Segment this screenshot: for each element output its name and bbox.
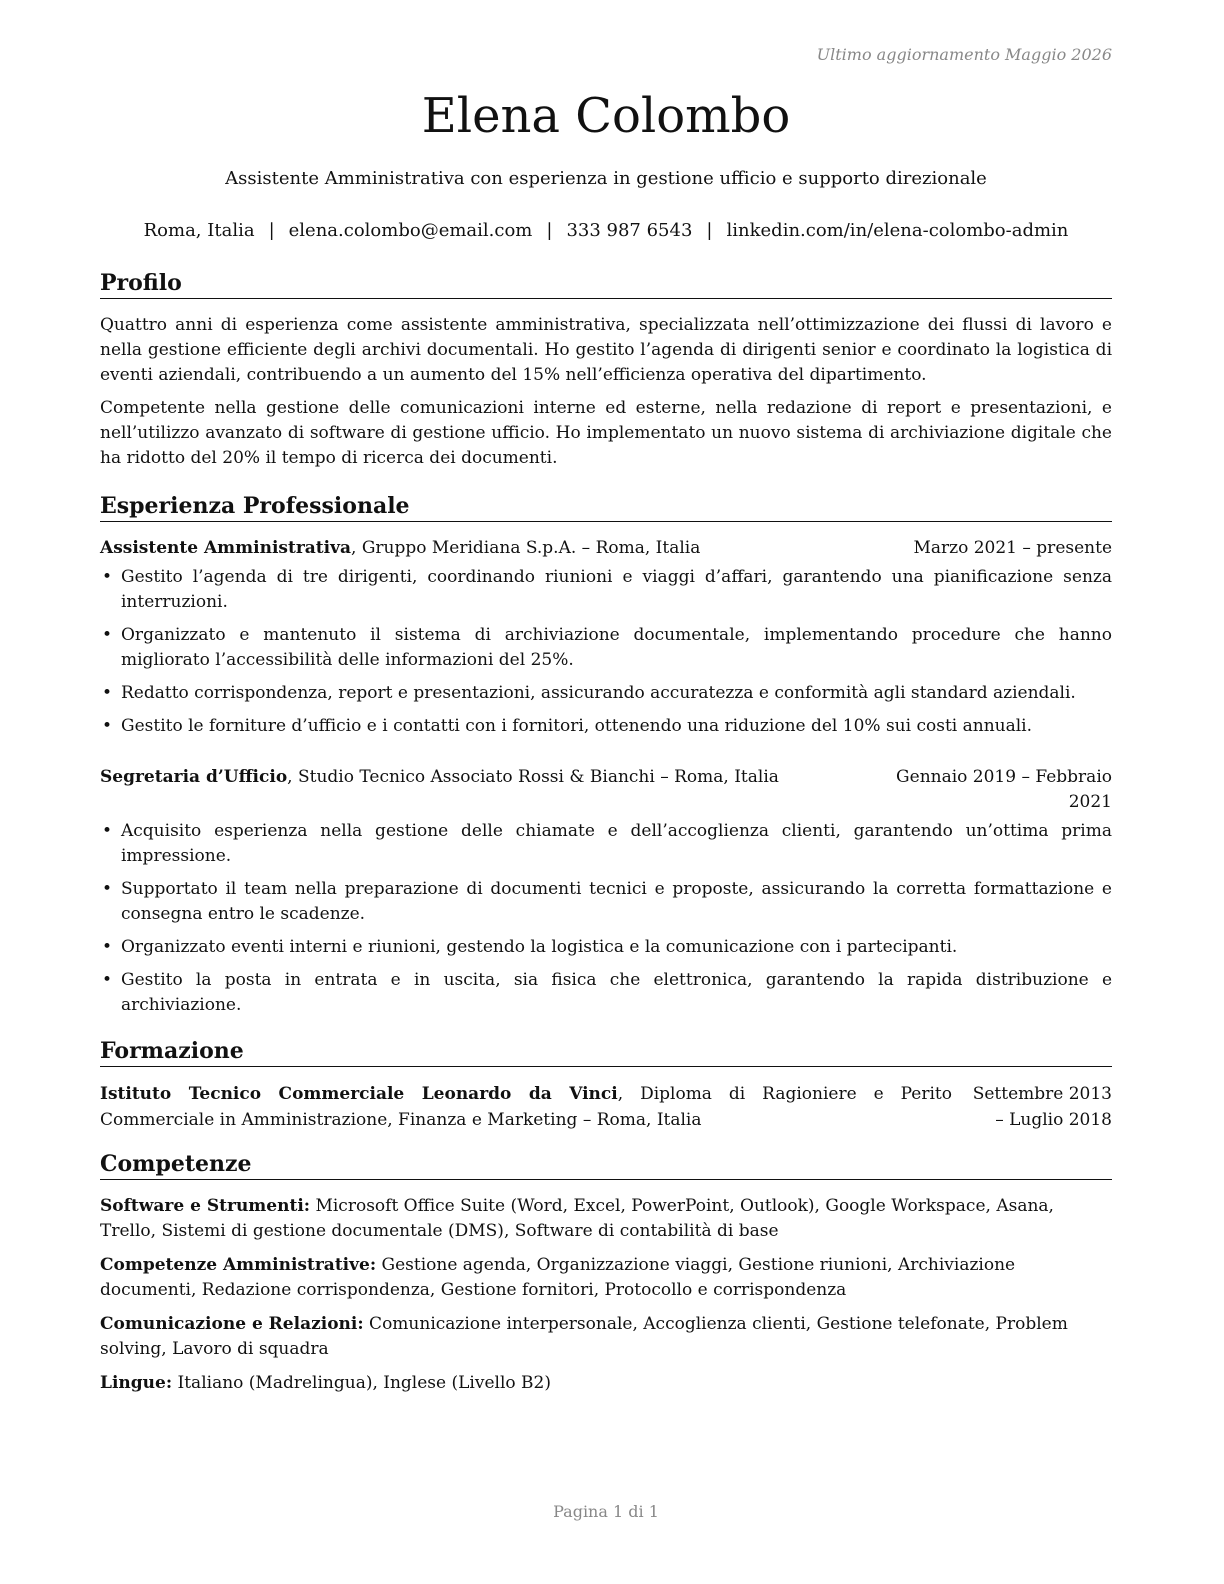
section-title: Esperienza Professionale xyxy=(100,493,1112,522)
section-title: Profilo xyxy=(100,270,1112,299)
skill-text: Italiano (Madrelingua), Inglese (Livello B2) xyxy=(172,1373,551,1393)
section-experience xyxy=(100,493,1112,1018)
list-item: • Organizzato e mantenuto il sistema di archiviazione documentale, implementando procedure che hanno migliorato l’accessibilità delle informazioni del 25%. xyxy=(100,623,1112,673)
list-item: • Gestito le forniture d’ufficio e i contatti con i fornitori, ottenendo una riduzione del 10% sui costi annuali. xyxy=(100,714,1112,739)
list-item: • Gestito l’agenda di tre dirigenti, coordinando riunioni e viaggi d’affari, garantendo una pianificazione senza interruzioni. xyxy=(100,565,1112,615)
list-item: • Redatto corrispondenza, report e presentazioni, assicurando accuratezza e conformità agli standard aziendali. xyxy=(100,681,1112,706)
contact-separator: | xyxy=(706,220,713,241)
profile-paragraph: Competente nella gestione delle comunicazioni interne ed esterne, nella redazione di report e presentazioni, e nell’utilizzo avanzato di software di gestione ufficio. Ho implementato un nuovo sistema di archiviazione digitale che ha ridotto del 20% il tempo di ricerca dei documenti. xyxy=(100,398,1112,468)
job-role: Assistente Amministrativa xyxy=(100,538,352,558)
list-item: • Supportato il team nella preparazione di documenti tecnici e proposte, assicurando la corretta formattazione e consegna entro le scadenze. xyxy=(100,877,1112,927)
skill-text: Gestione agenda, Organizzazione viaggi, Gestione riunioni, Archiviazione documenti, Redazione corrispondenza, Gestione fornitori, Protocollo e corrispondenza xyxy=(100,1255,1016,1300)
resume-page xyxy=(100,0,1112,1584)
list-item: • Organizzato eventi interni e riunioni, gestendo la logistica e la comunicazione con i partecipanti. xyxy=(100,935,1112,960)
list-item: • Acquisito esperienza nella gestione delle chiamate e dell’accoglienza clienti, garantendo un’ottima prima impressione. xyxy=(100,819,1112,869)
contact-separator: | xyxy=(546,220,553,241)
profile-paragraph: Quattro anni di esperienza come assistente amministrativa, specializzata nell’ottimizzazione dei flussi di lavoro e nella gestione efficiente degli archivi documentali. Ho gestito l’agenda di dirigenti senior e coordinato la logistica di eventi aziendali, contribuendo a un aumento del 15% nell’efficienza operativa del dipartimento. xyxy=(100,315,1112,385)
school-name: Istituto Tecnico Commerciale Leonardo da Vinci xyxy=(100,1084,618,1104)
skill-label: Comunicazione e Relazioni: xyxy=(100,1314,364,1334)
contact-phone[interactable]: 333 987 6543 xyxy=(566,220,693,241)
education-dates: Settembre 2013 – Luglio 2018 xyxy=(972,1084,1112,1130)
skill-label: Lingue: xyxy=(100,1373,173,1393)
job-bullets xyxy=(100,565,1112,739)
skill-row xyxy=(100,1194,1112,1244)
education-entry xyxy=(100,1081,1112,1133)
job-company: , Gruppo Meridiana S.p.A. – Roma, Italia xyxy=(351,538,701,558)
job-dates: Marzo 2021 – presente xyxy=(913,538,1112,558)
contact-line xyxy=(100,220,1112,241)
job-header xyxy=(100,536,1112,561)
page-number: Pagina 1 di 1 xyxy=(553,1502,659,1521)
skill-label: Competenze Amministrative: xyxy=(100,1255,377,1275)
section-profile xyxy=(100,270,1112,471)
contact-email[interactable]: elena.colombo@email.com xyxy=(288,220,533,241)
candidate-name: Elena Colombo xyxy=(421,88,791,144)
contact-separator: | xyxy=(268,220,275,241)
job-entry xyxy=(100,765,1112,1018)
last-updated: Ultimo aggiornamento Maggio 2026 xyxy=(816,45,1112,64)
section-skills xyxy=(100,1151,1112,1396)
list-item: • Gestito la posta in entrata e in uscita, sia fisica che elettronica, garantendo la rapida distribuzione e archiviazione. xyxy=(100,968,1112,1018)
education-details: , Diploma di Ragioniere e Perito Commerciale in Amministrazione, Finanza e Marketing – Roma, Italia xyxy=(100,1084,952,1130)
skill-text: Comunicazione interpersonale, Accoglienza clienti, Gestione telefonate, Problem solving, Lavoro di squadra xyxy=(100,1314,1068,1359)
skill-row xyxy=(100,1253,1112,1303)
contact-location: Roma, Italia xyxy=(143,220,255,241)
job-role: Segretaria d’Ufficio xyxy=(100,767,288,787)
skill-row xyxy=(100,1371,1112,1396)
contact-linkedin[interactable]: linkedin.com/in/elena-colombo-admin xyxy=(726,220,1069,241)
job-dates: Gennaio 2019 – Febbraio 2021 xyxy=(896,767,1112,812)
job-header xyxy=(100,765,1112,815)
section-title: Competenze xyxy=(100,1151,1112,1180)
job-bullets xyxy=(100,819,1112,1018)
skill-row xyxy=(100,1312,1112,1362)
section-education xyxy=(100,1038,1112,1133)
job-company: , Studio Tecnico Associato Rossi & Bianchi – Roma, Italia xyxy=(287,767,779,787)
section-title: Formazione xyxy=(100,1038,1112,1067)
job-entry xyxy=(100,536,1112,739)
skill-text: Microsoft Office Suite (Word, Excel, PowerPoint, Outlook), Google Workspace, Asana, Trello, Sistemi di gestione documentale (DMS), Software di contabilità di base xyxy=(100,1196,1054,1241)
resume-content xyxy=(100,270,1112,1410)
tagline: Assistente Amministrativa con esperienza in gestione ufficio e supporto direzionale xyxy=(225,168,987,189)
skill-label: Software e Strumenti: xyxy=(100,1196,311,1216)
